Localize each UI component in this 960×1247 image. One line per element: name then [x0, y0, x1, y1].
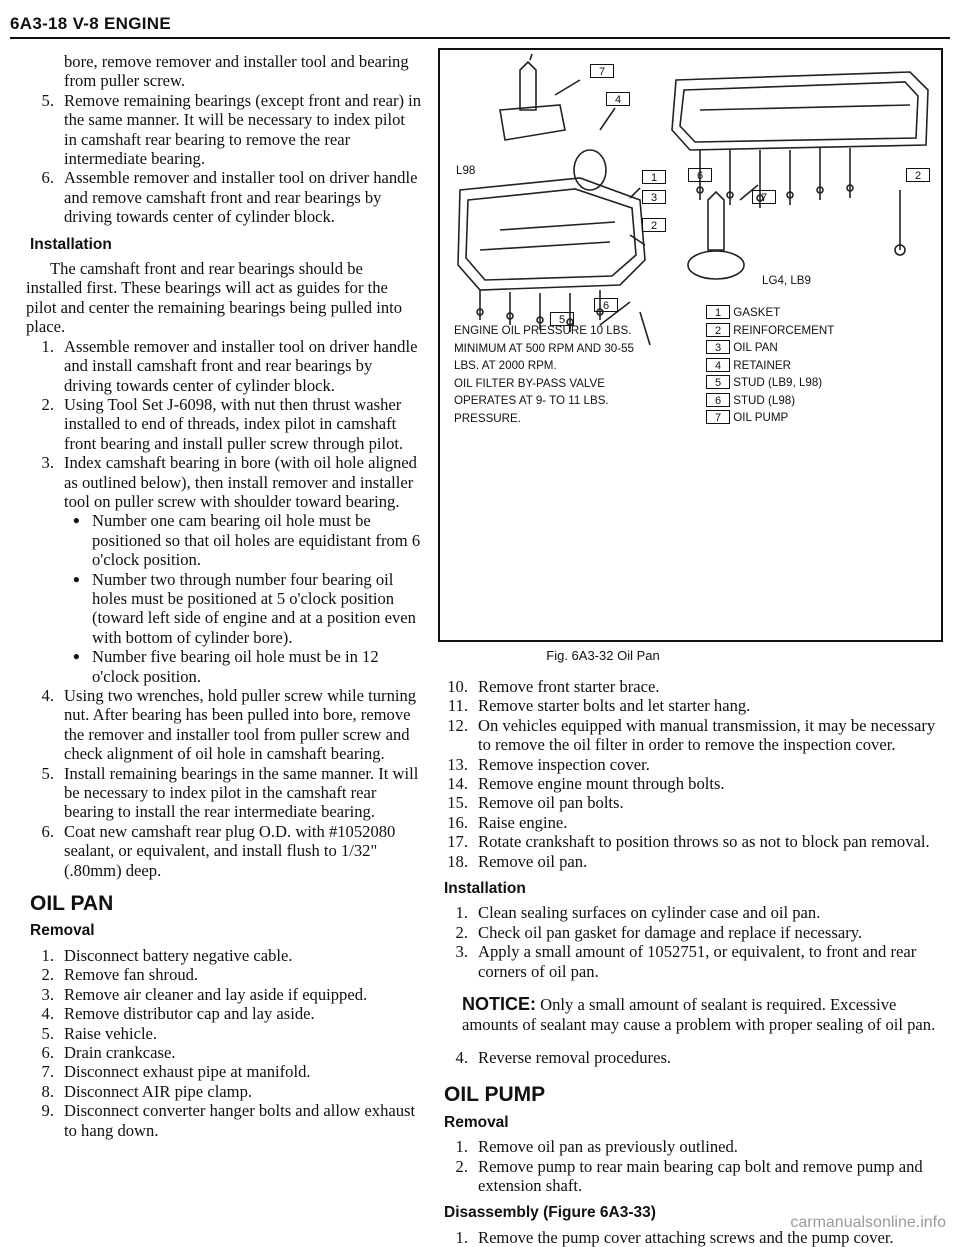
bullet-item: [26, 647, 422, 686]
item-text: Remove front starter brace.: [478, 677, 660, 696]
label-lg4-lb9: LG4, LB9: [762, 274, 811, 287]
legend-number: 4: [706, 358, 730, 372]
legend-label: STUD (LB9, L98): [733, 376, 823, 389]
item-text: Remove oil pan.: [478, 851, 588, 871]
item-number: 1.: [41, 945, 54, 965]
list-item: [26, 1004, 422, 1023]
item-number: 2.: [455, 922, 468, 942]
item-number: 18.: [447, 851, 468, 871]
bullet-icon: ●: [72, 571, 80, 586]
list-item: [440, 852, 940, 871]
list-item: [26, 453, 422, 511]
list-item: [440, 923, 940, 942]
item-text: Check oil pan gasket for damage and replace if necessary.: [478, 922, 863, 942]
legend-label: REINFORCEMENT: [733, 323, 835, 337]
installation-paragraph: The camshaft front and rear bearings should be installed first. These bearings will act as guides for the pilot and center the remaining bearings being pulled into place.: [26, 259, 403, 337]
item-text: Remove distributor cap and lay aside.: [64, 1004, 315, 1024]
header-rule: [10, 37, 950, 39]
bullet-item: [26, 511, 422, 569]
list-item: [440, 832, 940, 851]
removal-heading: Removal: [30, 922, 95, 940]
oil-pump-heading: OIL PUMP: [444, 1083, 546, 1107]
item-text: Apply a small amount of 1052751, or equivalent, to front and rear corners of oil pan.: [478, 942, 917, 981]
right-column: [440, 677, 940, 1247]
item-number: 13.: [447, 754, 468, 774]
legend-item: [706, 304, 936, 322]
list-item: [26, 686, 422, 764]
notice-label: NOTICE:: [462, 994, 536, 1015]
item-text: Clean sealing surfaces on cylinder case and oil pan.: [478, 903, 821, 923]
item-number: 4.: [41, 686, 54, 705]
item-text: Rotate crankshaft to position throws so as not to block pan removal.: [478, 832, 930, 852]
item-text: Reverse removal procedures.: [478, 1047, 672, 1067]
bullet-icon: ●: [72, 513, 80, 528]
item-text: Raise vehicle.: [64, 1023, 158, 1043]
item-number: 17.: [447, 832, 468, 852]
notice-block: [462, 995, 940, 1034]
notice-text: Only a small amount of sealant is required. Excessive amounts of sealant may cause a problem with proper sealing of oil pan.: [462, 995, 936, 1034]
item-text: Remove engine mount through bolts.: [478, 774, 725, 794]
item-number: 2.: [455, 1156, 468, 1176]
callout-5: 5: [550, 312, 574, 326]
removal-steps: [26, 946, 422, 1140]
figure-oil-pan: [438, 48, 943, 642]
list-item: [26, 1043, 422, 1062]
item-text: Remove pump to rear main bearing cap bolt and remove pump and extension shaft.: [478, 1156, 923, 1195]
note-line: PRESSURE.: [454, 411, 522, 425]
item-number: 1.: [455, 903, 468, 923]
item-text: Index camshaft bearing in bore (with oil hole aligned as outlined below), then install remover and installer tool on puller screw with shoulder toward bearing.: [64, 453, 417, 511]
legend-label: GASKET: [733, 306, 781, 319]
item-text: Remove starter bolts and let starter hang.: [478, 696, 751, 716]
item-number: 2.: [41, 394, 54, 414]
removal-heading: Removal: [444, 1113, 509, 1131]
steps-b: [26, 337, 422, 880]
item-text: Assemble remover and installer tool on driver handle and remove camshaft front and rear bearings by driving towards center of cylinder block.: [64, 168, 418, 227]
item-text: Remove inspection cover.: [478, 754, 650, 774]
list-item: [26, 1082, 422, 1101]
intro-text: bore, remove remover and installer tool and bearing from puller screw.: [64, 52, 409, 91]
install-steps: [440, 903, 940, 981]
item-number: 5.: [41, 1023, 54, 1043]
callout-3: 3: [642, 190, 666, 204]
item-number: 10.: [447, 677, 468, 696]
callout-2: 2: [906, 168, 930, 182]
item-number: 4.: [455, 1047, 468, 1067]
item-number: 5.: [41, 763, 54, 783]
item-text: Using Tool Set J-6098, with nut then thrust washer installed to end of threads, index pilot in camshaft front bearing and install puller screw through pilot.: [64, 394, 404, 453]
legend-label: RETAINER: [733, 358, 791, 372]
page-header: 6A3-18 V-8 ENGINE: [10, 14, 171, 33]
list-item: [440, 774, 940, 793]
list-item: [26, 985, 422, 1004]
item-text: Remove fan shroud.: [64, 965, 199, 985]
list-item: [26, 946, 422, 965]
list-item: [440, 1137, 940, 1156]
item-number: 14.: [447, 774, 468, 794]
callout-4: 4: [606, 92, 630, 106]
callout-7: 7: [752, 190, 776, 204]
legend-number: 2: [706, 323, 730, 337]
item-number: 11.: [447, 696, 468, 716]
legend-item: [706, 339, 936, 357]
item-text: On vehicles equipped with manual transmission, it may be necessary to remove the oil filter in order to remove the inspection cover.: [478, 715, 936, 755]
list-item: [26, 1101, 422, 1140]
label-l98: L98: [456, 164, 476, 177]
item-text: Disconnect converter hanger bolts and allow exhaust to hang down.: [64, 1101, 416, 1140]
item-number: 1.: [455, 1227, 468, 1247]
note-line: LBS. AT 2000 RPM.: [454, 359, 557, 372]
item-number: 2.: [41, 965, 54, 985]
oil-pressure-note: [454, 322, 699, 427]
item-number: 6.: [41, 821, 54, 841]
item-text: Install remaining bearings in the same manner. It will be necessary to index pilot in the camshaft rear bearing to install the rear intermediate bearing.: [64, 763, 419, 822]
list-item: [440, 1157, 940, 1196]
left-column: [26, 52, 422, 1140]
legend-item: [706, 357, 936, 375]
item-text: Coat new camshaft rear plug O.D. with #1052080 sealant, or equivalent, and install flush to 1/32" (.80mm) deep.: [64, 821, 396, 880]
steps-a: [26, 91, 422, 227]
item-number: 12.: [447, 715, 468, 735]
callout-7: 7: [590, 64, 614, 78]
parts-legend: [706, 304, 936, 427]
item-number: 3.: [41, 984, 54, 1004]
oil-pan-heading: OIL PAN: [30, 892, 114, 916]
item-number: 1.: [41, 336, 54, 356]
list-item: [440, 1048, 940, 1067]
legend-number: 7: [706, 410, 730, 424]
legend-label: OIL PUMP: [733, 411, 789, 424]
legend-item: [706, 322, 936, 340]
item-text: Disconnect AIR pipe clamp.: [64, 1081, 253, 1101]
callout-2: 2: [642, 218, 666, 232]
list-item: [440, 942, 940, 981]
item-number: 16.: [447, 812, 468, 832]
item-number: 7.: [41, 1062, 54, 1082]
legend-label: STUD (L98): [733, 393, 796, 407]
item-number: 9.: [41, 1101, 54, 1121]
legend-item: [706, 409, 936, 427]
note-line: OIL FILTER BY-PASS VALVE: [454, 376, 605, 390]
pump-removal-steps: [440, 1137, 940, 1195]
bullet-item: [26, 570, 422, 648]
list-item: [26, 395, 422, 453]
list-item: [440, 677, 940, 696]
item-text: Remove oil pan bolts.: [478, 793, 624, 813]
legend-item: [706, 374, 936, 392]
legend-number: 1: [706, 305, 730, 319]
callout-1: 1: [642, 170, 666, 184]
note-line: MINIMUM AT 500 RPM AND 30-55: [454, 341, 634, 355]
steps-10-18: [440, 677, 940, 871]
item-text: Remove oil pan as previously outlined.: [478, 1137, 738, 1157]
item-text: Disconnect battery negative cable.: [64, 945, 293, 965]
item-text: Disconnect exhaust pipe at manifold.: [64, 1062, 311, 1082]
bullet-icon: ●: [72, 649, 80, 664]
list-item: [26, 337, 422, 395]
bullet-text: Number five bearing oil hole must be in 12 o'clock position.: [92, 647, 379, 686]
item-number: 6.: [41, 168, 54, 188]
item-text: Remove remaining bearings (except front and rear) in the same manner. It will be necessary to index pilot in camshaft rear bearing to remove the rear intermediate bearing.: [64, 90, 422, 169]
note-line: ENGINE OIL PRESSURE 10 LBS.: [454, 324, 632, 337]
legend-number: 3: [706, 340, 730, 354]
item-text: Raise engine.: [478, 812, 568, 832]
legend-number: 5: [706, 375, 730, 389]
item-number: 4.: [41, 1004, 54, 1024]
list-item: [440, 793, 940, 812]
list-item: [440, 903, 940, 922]
list-item: [26, 1024, 422, 1043]
disassembly-heading: Disassembly (Figure 6A3-33): [444, 1204, 656, 1222]
item-text: Using two wrenches, hold puller screw while turning nut. After bearing has been pulled into bore, remove the remover and installer tool from puller screw and check alignment of oil hole in camshaft bearing.: [64, 686, 417, 764]
list-item: [26, 168, 422, 226]
list-item: [26, 91, 422, 169]
legend-number: 6: [706, 393, 730, 407]
item-text: Remove air cleaner and lay aside if equipped.: [64, 984, 368, 1004]
item-number: 15.: [447, 793, 468, 813]
note-line: OPERATES AT 9- TO 11 LBS.: [454, 394, 609, 407]
list-item: [440, 716, 940, 755]
item-number: 3.: [455, 942, 468, 962]
list-item: [26, 822, 422, 880]
callout-6: 6: [594, 298, 618, 312]
list-item: [440, 813, 940, 832]
list-item: [26, 764, 422, 822]
legend-label: OIL PAN: [733, 341, 778, 354]
installation-heading: Installation: [444, 880, 526, 898]
list-item: [26, 965, 422, 984]
item-number: 3.: [41, 453, 54, 473]
list-item: [26, 1062, 422, 1081]
bullet-text: Number one cam bearing oil hole must be positioned so that oil holes are equidistant from 6 o'clock position.: [92, 511, 421, 570]
list-item: [440, 755, 940, 774]
item-number: 8.: [41, 1081, 54, 1101]
list-item: [440, 696, 940, 715]
installation-heading: Installation: [30, 235, 112, 253]
item-text: Remove the pump cover attaching screws and the pump cover.: [478, 1227, 894, 1247]
figure-caption: Fig. 6A3-32 Oil Pan: [546, 648, 660, 663]
item-number: 1.: [455, 1137, 468, 1157]
bullet-text: Number two through number four bearing oil holes must be positioned at 5 o'clock position (toward left side of engine and at a position even with bottom of cylinder bore).: [92, 569, 416, 647]
callout-6: 6: [688, 168, 712, 182]
legend-item: [706, 392, 936, 410]
item-number: 6.: [41, 1042, 54, 1062]
watermark: carmanualsonline.info: [790, 1214, 946, 1231]
item-text: Drain crankcase.: [64, 1042, 176, 1062]
item-text: Assemble remover and installer tool on driver handle and install camshaft front and rear bearings by driving towards center of cylinder block.: [64, 336, 418, 395]
item-number: 5.: [41, 90, 54, 110]
